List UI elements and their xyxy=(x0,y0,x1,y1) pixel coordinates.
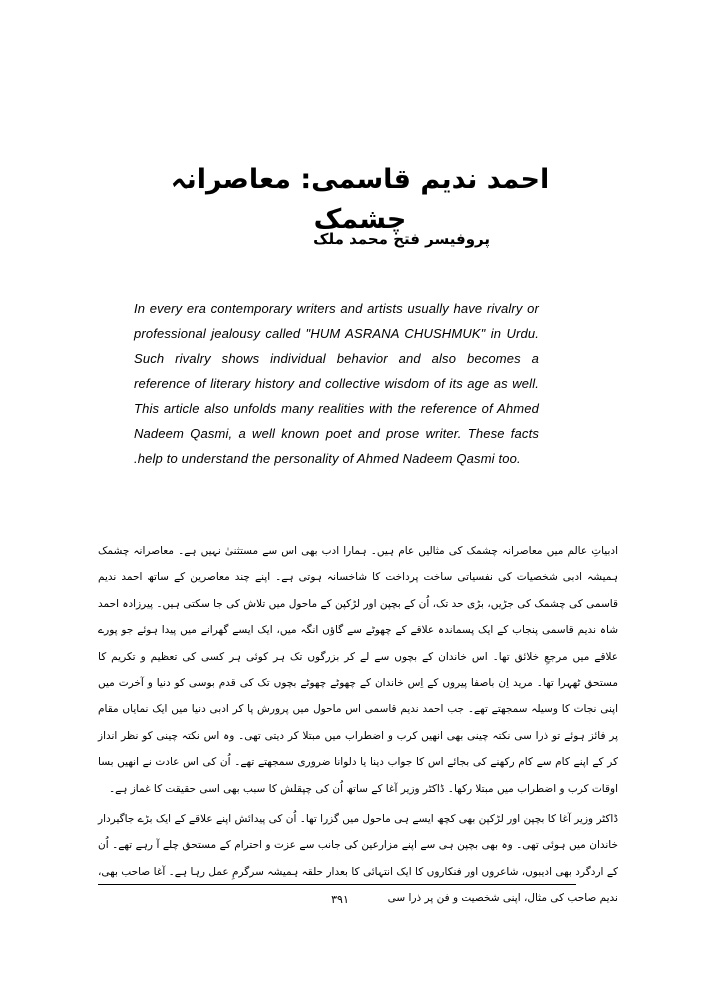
page-number: ۳۹۱ xyxy=(331,893,349,906)
body-paragraph-1: ادبیاتِ عالم میں معاصرانہ چشمک کی مثالیں عام ہیں۔ ہمارا ادب بھی اس سے مستثنیٰ نہیں ہے۔ معاصرانہ چشمک ہمیشہ ادبی شخصیات کی نفسیاتی ساخت پرداخت کا شاخسانہ ہوتی ہے۔ اپنے چند معاصرین کے ساتھ احمد ندیم قاسمی کی چشمک کی جڑیں، بڑی حد تک، اُن کے بچپن اور لڑکپن کے ماحول میں تلاش کی جا سکتی ہیں۔ پیرزادہ احمد شاہ ندیم قاسمی پنجاب کے ایک پسماندہ علاقے کے چھوٹے سے گاؤں انگہ میں، ایک ایسے گھرانے میں پیدا ہوئے جو پورے علاقے میں مرجعِ خلائق تھا۔ اس خاندان کے بچوں سے لے کر بزرگوں تک ہر کوئی ہر کسی کی تعظیم و تکریم کا مستحق ٹھہرا تھا۔ مرید اِن باصفا پیروں کے اِس خاندان کے چھوٹے چھوٹے بچوں تک کی قدم بوسی کو دنیا و آخرت میں اپنی نجات کا وسیلہ سمجھتے تھے۔ جب احمد ندیم قاسمی اس ماحول میں پرورش پا کر ادبی دنیا میں ایک نمایاں مقام پر فائز ہوئے تو ذرا سی نکتہ چینی بھی انھیں کرب و اضطراب میں مبتلا کر دیتی تھی۔ وہ اس نکتہ چینی کو نظر انداز کر کے اپنے کام سے کام رکھنے کی بجائے اس کا جواب دینا یا دلوانا ضروری سمجھتے تھے۔ اُن کی اس عادت نے انھیں بسا اوقات کرب و اضطراب میں مبتلا رکھا۔ ڈاکٹر وزیر آغا کے ساتھ اُن کی چپقلش کا سبب بھی اسی حقیقت کا غماز ہے۔ xyxy=(98,545,618,795)
article-title: احمد ندیم قاسمی: معاصرانہ چشمک xyxy=(170,164,550,235)
article-body xyxy=(98,538,618,916)
article-abstract: In every era contemporary writers and artists usually have rivalry or professional jealousy called "HUM ASRANA CHUSHMUK" in Urdu. Such rivalry shows individual behavior and also becomes a reference of literary history and collective wisdom of its age as well. This article also unfolds many realities with the reference of Ahmed Nadeem Qasmi, a well known poet and prose writer. These facts .help to understand the personality of Ahmed Nadeem Qasmi too. xyxy=(134,301,539,466)
body-paragraph-2: ڈاکٹر وزیر آغا کا بچپن اور لڑکپن بھی کچھ ایسے ہی ماحول میں گزرا تھا۔ اُن کی پیدائش اپنے علاقے کے ایک بڑے جاگیردار خاندان میں ہوئی تھی۔ وہ بھی بچپن ہی سے اپنے مزارعین کی جانب سے عزت و احترام کے مستحق چلے آ رہے تھے۔ اُن کے اردگرد بھی ادیبوں، شاعروں اور فنکاروں کا ایک انتہائی کا بعدار حلقہ ہمیشہ سرگرمِ عمل رہا ہے۔ آغا صاحب بھی، ندیم صاحب کی مثال، اپنی شخصیت و فن پر ذرا سی xyxy=(98,813,618,905)
footer-divider xyxy=(98,884,576,885)
article-author: پروفیسر فتح محمد ملک xyxy=(313,230,490,248)
